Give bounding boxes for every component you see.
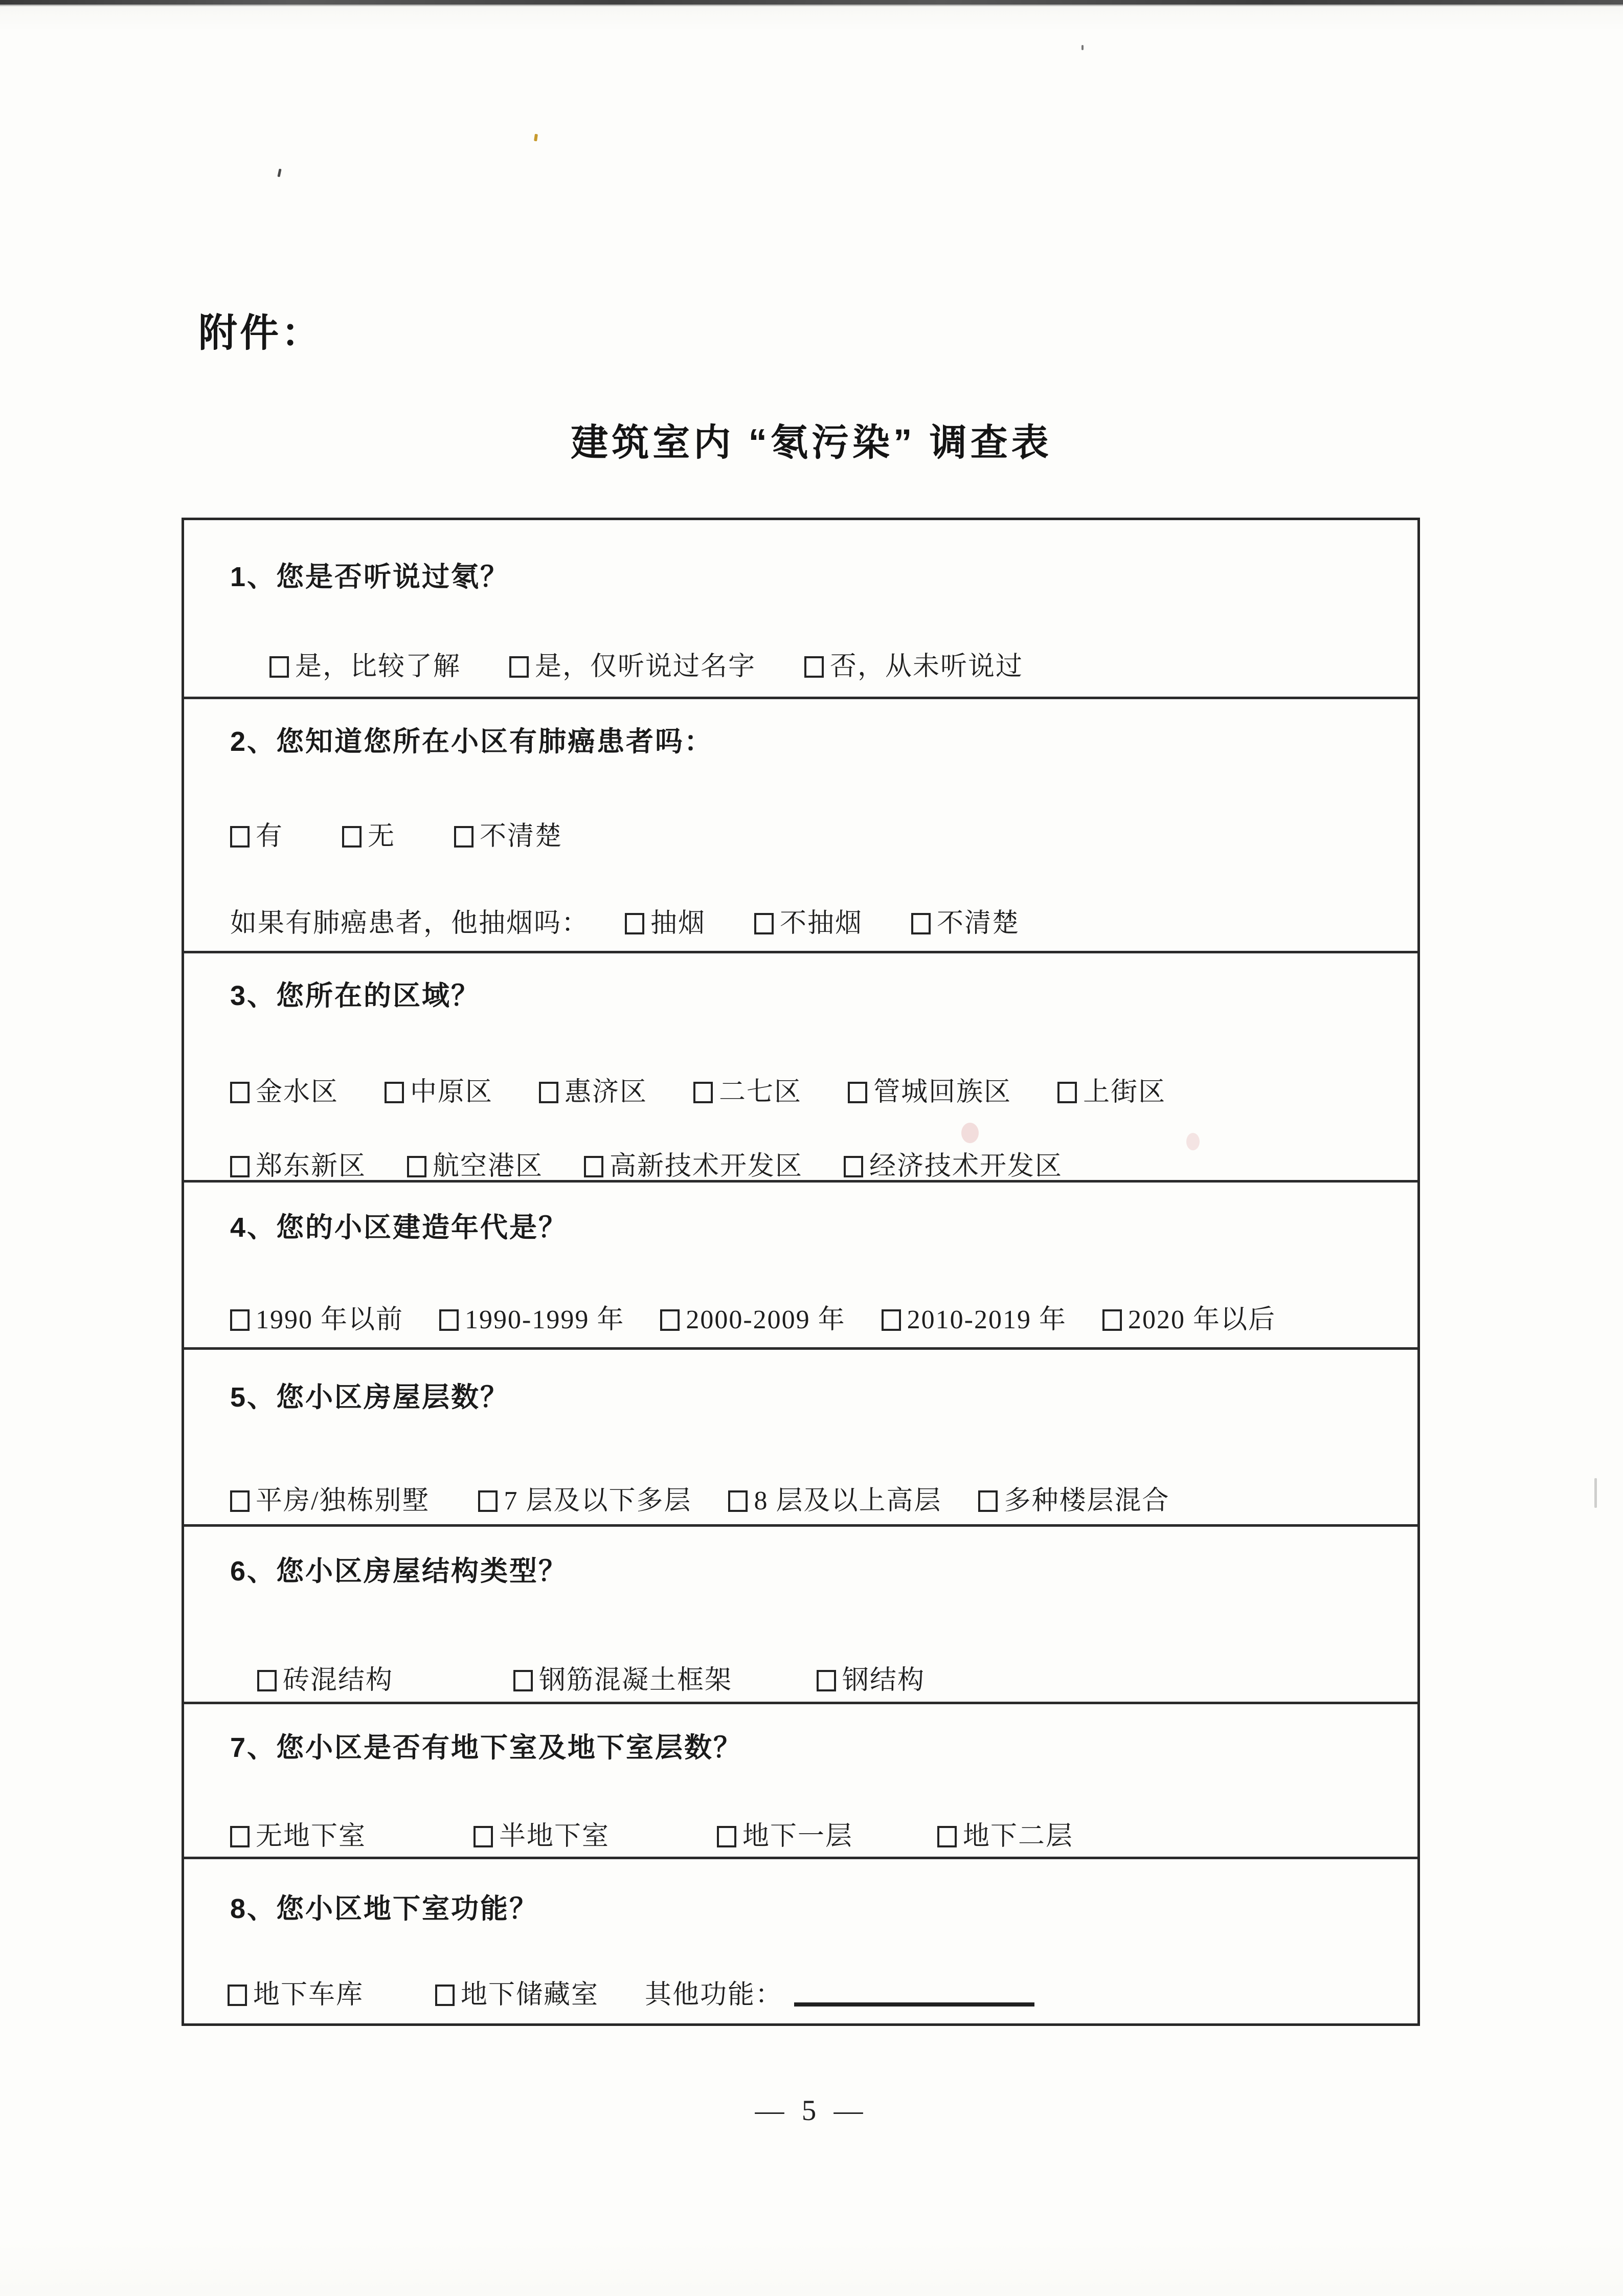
option-label: 7 层及以下多层 xyxy=(504,1486,692,1515)
survey-table xyxy=(182,518,1420,2026)
checkbox-icon xyxy=(228,1985,247,2006)
inline-note: 如果有肺癌患者，他抽烟吗： xyxy=(230,909,590,938)
question-title: 6、您小区房屋结构类型？ xyxy=(230,1556,568,1587)
question-title: 2、您知道您所在小区有肺癌患者吗： xyxy=(230,726,714,757)
checkbox-icon xyxy=(230,1082,250,1103)
option xyxy=(978,1479,1169,1517)
option-label: 不清楚 xyxy=(480,822,563,851)
option xyxy=(625,901,706,940)
option xyxy=(257,1658,393,1697)
option xyxy=(230,1479,430,1517)
option-label: 二七区 xyxy=(719,1078,802,1107)
checkbox-icon xyxy=(509,656,529,678)
option xyxy=(478,1479,691,1517)
option-label: 郑东新区 xyxy=(256,1152,367,1181)
question-title: 4、您的小区建造年代是？ xyxy=(230,1212,568,1243)
option xyxy=(228,1973,364,2011)
options-line xyxy=(230,1479,1170,1517)
question-row xyxy=(184,1704,1417,1859)
question-row xyxy=(184,520,1417,699)
checkbox-icon xyxy=(478,1490,498,1512)
option xyxy=(817,1658,925,1697)
option-label: 中原区 xyxy=(410,1078,493,1107)
options-line xyxy=(230,1814,1073,1853)
question-row xyxy=(184,1350,1417,1527)
checkbox-icon xyxy=(882,1309,901,1331)
option xyxy=(269,644,461,683)
option-label: 1990 年以前 xyxy=(256,1305,404,1334)
option-label: 高新技术开发区 xyxy=(610,1152,803,1181)
checkbox-icon xyxy=(454,826,474,848)
checkbox-icon xyxy=(539,1082,558,1103)
attachment-label: 附件： xyxy=(198,311,323,355)
checkbox-icon xyxy=(625,913,644,934)
option-label: 无地下室 xyxy=(256,1822,367,1851)
checkbox-icon xyxy=(817,1670,836,1691)
checkbox-icon xyxy=(911,913,931,934)
option-label: 有 xyxy=(256,822,284,851)
checkbox-icon xyxy=(1057,1082,1077,1103)
checkbox-icon xyxy=(385,1082,404,1103)
option-label: 否，从未听说过 xyxy=(830,652,1024,681)
option-label: 经济技术开发区 xyxy=(869,1152,1063,1181)
option-label: 2000-2009 年 xyxy=(686,1305,846,1334)
option-label: 地下二层 xyxy=(963,1822,1074,1851)
option-label: 不抽烟 xyxy=(780,909,863,938)
checkbox-icon xyxy=(804,656,824,678)
option xyxy=(911,901,1020,940)
option xyxy=(454,814,562,853)
question-row xyxy=(184,953,1417,1183)
option xyxy=(693,1070,802,1108)
option-label: 钢结构 xyxy=(842,1666,926,1695)
scan-speck xyxy=(534,134,538,142)
scan-speck xyxy=(1594,1478,1597,1508)
option xyxy=(728,1479,941,1517)
checkbox-icon xyxy=(230,1156,250,1177)
option-label: 不清楚 xyxy=(937,909,1020,938)
option xyxy=(717,1814,853,1853)
options-line xyxy=(269,644,1023,683)
page-title: 建筑室内 “氡污染” 调查表 xyxy=(571,422,1052,463)
question-title: 8、您小区地下室功能？ xyxy=(230,1893,539,1924)
option xyxy=(407,1144,543,1183)
option xyxy=(539,1070,647,1108)
options-line xyxy=(228,1973,1034,2011)
option-label: 半地下室 xyxy=(499,1822,610,1851)
option-label: 金水区 xyxy=(256,1078,339,1107)
checkbox-icon xyxy=(230,1826,250,1847)
option-label: 1990-1999 年 xyxy=(465,1305,625,1334)
checkbox-icon xyxy=(342,826,362,848)
checkbox-icon xyxy=(660,1309,680,1331)
checkbox-icon xyxy=(407,1156,426,1177)
checkbox-icon xyxy=(717,1826,736,1847)
option-label: 管城回族区 xyxy=(873,1078,1012,1107)
options-line xyxy=(230,901,1020,940)
fill-in-blank-line xyxy=(794,1997,1034,2007)
question-row xyxy=(184,1527,1417,1704)
option xyxy=(1057,1070,1166,1108)
question-row xyxy=(184,1859,1417,2023)
option xyxy=(804,644,1023,683)
option-label: 是，仅听说过名字 xyxy=(535,652,756,681)
option-label: 地下一层 xyxy=(742,1822,853,1851)
option xyxy=(513,1658,732,1697)
option-label: 2010-2019 年 xyxy=(907,1305,1067,1334)
option xyxy=(230,1814,366,1853)
option xyxy=(385,1070,493,1108)
option-label: 航空港区 xyxy=(433,1152,544,1181)
option xyxy=(509,644,756,683)
checkbox-icon xyxy=(1102,1309,1122,1331)
option xyxy=(1102,1298,1276,1336)
option xyxy=(230,1298,403,1336)
checkbox-icon xyxy=(693,1082,713,1103)
checkbox-icon xyxy=(439,1309,459,1331)
option-label: 地下储藏室 xyxy=(461,1980,599,2010)
checkbox-icon xyxy=(754,913,774,934)
options-line xyxy=(230,1144,1063,1183)
options-line xyxy=(230,1070,1166,1108)
inline-note: 其他功能： xyxy=(645,1980,783,2010)
checkbox-icon xyxy=(937,1826,957,1847)
option xyxy=(474,1814,610,1853)
option xyxy=(937,1814,1073,1853)
option-label: 平房/独栋别墅 xyxy=(256,1486,430,1515)
option xyxy=(848,1070,1011,1108)
option xyxy=(439,1298,624,1336)
option-label: 2020 年以后 xyxy=(1128,1305,1276,1334)
option xyxy=(754,901,863,940)
options-line xyxy=(230,1298,1276,1336)
checkbox-icon xyxy=(474,1826,493,1847)
checkbox-icon xyxy=(848,1082,867,1103)
option-label: 惠济区 xyxy=(565,1078,648,1107)
checkbox-icon xyxy=(230,1309,250,1331)
option xyxy=(584,1144,803,1183)
option-label: 8 层及以上高层 xyxy=(754,1486,942,1515)
checkbox-icon xyxy=(584,1156,603,1177)
options-line xyxy=(257,1658,925,1697)
question-title: 3、您所在的区域？ xyxy=(230,980,481,1011)
question-title: 7、您小区是否有地下室及地下室层数？ xyxy=(230,1732,743,1763)
scan-speck xyxy=(1081,45,1084,50)
option-label: 地下车库 xyxy=(253,1980,364,2010)
option-label: 砖混结构 xyxy=(283,1666,394,1695)
checkbox-icon xyxy=(978,1490,998,1512)
options-line xyxy=(230,814,562,853)
scanner-edge-artifact xyxy=(0,0,1623,5)
option xyxy=(660,1298,845,1336)
checkbox-icon xyxy=(513,1670,533,1691)
question-title: 5、您小区房屋层数？ xyxy=(230,1382,510,1413)
option-label: 无 xyxy=(368,822,396,851)
option xyxy=(230,814,283,853)
option-label: 多种楼层混合 xyxy=(1004,1486,1170,1515)
checkbox-icon xyxy=(257,1670,277,1691)
checkbox-icon xyxy=(728,1490,748,1512)
checkbox-icon xyxy=(269,656,289,678)
option-label: 抽烟 xyxy=(650,909,706,938)
option xyxy=(844,1144,1063,1183)
question-row xyxy=(184,1183,1417,1350)
option-label: 钢筋混凝土框架 xyxy=(539,1666,733,1695)
checkbox-icon xyxy=(844,1156,863,1177)
option xyxy=(230,1144,366,1183)
option xyxy=(435,1973,599,2011)
option xyxy=(230,1070,339,1108)
checkbox-icon xyxy=(435,1985,455,2006)
scan-speck xyxy=(277,169,281,177)
question-title: 1、您是否听说过氡？ xyxy=(230,562,510,592)
option xyxy=(882,1298,1067,1336)
checkbox-icon xyxy=(230,826,250,848)
page-number: — 5 — xyxy=(755,2094,868,2127)
question-row xyxy=(184,699,1417,953)
checkbox-icon xyxy=(230,1490,250,1512)
option xyxy=(342,814,395,853)
option-label: 是，比较了解 xyxy=(295,652,461,681)
option-label: 上街区 xyxy=(1083,1078,1166,1107)
